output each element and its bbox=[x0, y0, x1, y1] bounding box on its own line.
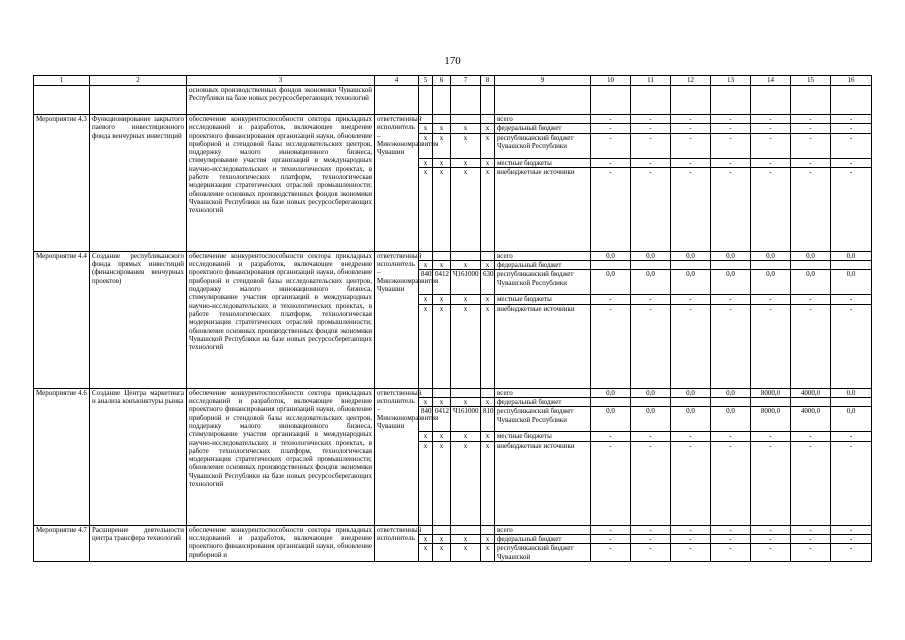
year-value: 0,0 bbox=[711, 270, 751, 295]
budget-code-cell: x bbox=[433, 133, 451, 158]
year-value bbox=[591, 261, 631, 270]
year-value: - bbox=[791, 544, 831, 562]
budget-code-cell: 810 bbox=[481, 407, 495, 432]
empty-cell bbox=[433, 86, 451, 115]
funding-source: федеральный бюджет bbox=[495, 261, 591, 270]
empty-cell bbox=[481, 86, 495, 115]
year-value: - bbox=[671, 115, 711, 124]
column-number: 13 bbox=[711, 76, 751, 86]
funding-source: всего bbox=[495, 388, 591, 397]
event-name: Создание республиканского фонда прямых инвестиций (финансирования венчурных проектов) bbox=[90, 251, 187, 388]
year-value: - bbox=[791, 441, 831, 525]
funding-source: внебюджетные источники bbox=[495, 304, 591, 388]
budget-code-cell: x bbox=[419, 133, 433, 158]
event-name: Функционирование закрытого паевого инвестиционного фонда венчурных инвестиций bbox=[90, 115, 187, 252]
year-value: - bbox=[591, 525, 631, 534]
year-value: - bbox=[751, 432, 791, 441]
column-number: 14 bbox=[751, 76, 791, 86]
budget-code-cell: x bbox=[481, 158, 495, 167]
budget-code-cell: x bbox=[433, 124, 451, 133]
year-value: - bbox=[711, 432, 751, 441]
goal-text: основных производственных фондов экономики Чувашской Республики на базе новых ресурсосберегающих технологий bbox=[187, 86, 375, 115]
year-value: - bbox=[711, 441, 751, 525]
year-value: 0,0 bbox=[591, 388, 631, 397]
funding-source: республиканский бюджет Чувашской bbox=[495, 544, 591, 562]
year-value: - bbox=[671, 304, 711, 388]
budget-code-cell: x bbox=[419, 534, 433, 543]
year-value: - bbox=[791, 432, 831, 441]
year-value: 0,0 bbox=[831, 407, 872, 432]
year-value: - bbox=[591, 115, 631, 124]
budget-code-cell: x bbox=[419, 295, 433, 304]
year-value: - bbox=[671, 124, 711, 133]
year-value: - bbox=[591, 432, 631, 441]
budget-code-cell bbox=[433, 388, 451, 397]
budget-code-cell: x bbox=[433, 441, 451, 525]
budget-code-cell: x bbox=[481, 398, 495, 407]
year-value: - bbox=[791, 304, 831, 388]
responsible: ответственный исполнитель – Минэкономразвития Чувашии bbox=[375, 251, 419, 388]
year-value bbox=[831, 261, 872, 270]
budget-code-cell: 0412 bbox=[433, 270, 451, 295]
year-value: 8000,0 bbox=[751, 407, 791, 432]
budget-code-cell: x bbox=[481, 167, 495, 251]
event-label: Мероприятие 4.7 bbox=[34, 525, 90, 562]
year-value: - bbox=[631, 124, 671, 133]
year-value: - bbox=[831, 432, 872, 441]
event-label-cell bbox=[34, 86, 90, 115]
budget-code-cell bbox=[451, 525, 481, 534]
responsible: ответственный исполнитель – Минэкономразвития Чувашии bbox=[375, 115, 419, 252]
budget-code-cell bbox=[481, 115, 495, 124]
year-value: - bbox=[671, 158, 711, 167]
year-value: - bbox=[831, 124, 872, 133]
budget-row bbox=[34, 388, 872, 397]
year-value: - bbox=[791, 158, 831, 167]
year-value: - bbox=[751, 525, 791, 534]
budget-code-cell: x bbox=[433, 398, 451, 407]
budget-code-cell: x bbox=[419, 261, 433, 270]
budget-code-cell: Ч161000 bbox=[451, 270, 481, 295]
funding-source: местные бюджеты bbox=[495, 432, 591, 441]
year-value: - bbox=[791, 534, 831, 543]
year-value: 0,0 bbox=[671, 251, 711, 260]
budget-code-cell: 840 bbox=[419, 270, 433, 295]
year-value: - bbox=[631, 295, 671, 304]
year-value: 0,0 bbox=[631, 388, 671, 397]
year-value: - bbox=[751, 124, 791, 133]
year-value: 0,0 bbox=[631, 407, 671, 432]
budget-code-cell: x bbox=[481, 304, 495, 388]
event-name-cell bbox=[90, 86, 187, 115]
empty-cell bbox=[831, 86, 872, 115]
year-value: - bbox=[631, 432, 671, 441]
year-value: - bbox=[791, 295, 831, 304]
budget-row bbox=[34, 251, 872, 260]
year-value: 0,0 bbox=[711, 388, 751, 397]
year-value: - bbox=[711, 167, 751, 251]
year-value bbox=[751, 261, 791, 270]
year-value bbox=[831, 398, 872, 407]
year-value: - bbox=[751, 544, 791, 562]
year-value bbox=[711, 398, 751, 407]
year-value: - bbox=[831, 544, 872, 562]
funding-source: федеральный бюджет bbox=[495, 398, 591, 407]
year-value: - bbox=[751, 534, 791, 543]
year-value: - bbox=[671, 441, 711, 525]
year-value: - bbox=[591, 124, 631, 133]
year-value: - bbox=[631, 133, 671, 158]
year-value: 4000,0 bbox=[791, 388, 831, 397]
column-number: 11 bbox=[631, 76, 671, 86]
year-value: 0,0 bbox=[751, 270, 791, 295]
program-table bbox=[33, 75, 872, 562]
column-number: 7 bbox=[451, 76, 481, 86]
empty-cell bbox=[419, 86, 433, 115]
column-number: 5 bbox=[419, 76, 433, 86]
budget-row bbox=[34, 525, 872, 534]
year-value: - bbox=[631, 158, 671, 167]
year-value: - bbox=[631, 304, 671, 388]
budget-code-cell bbox=[433, 115, 451, 124]
budget-code-cell: 630 bbox=[481, 270, 495, 295]
year-value: 0,0 bbox=[711, 251, 751, 260]
year-value: - bbox=[751, 295, 791, 304]
year-value: - bbox=[631, 441, 671, 525]
budget-code-cell: x bbox=[451, 261, 481, 270]
year-value: - bbox=[831, 167, 872, 251]
year-value: - bbox=[751, 304, 791, 388]
funding-source: всего bbox=[495, 115, 591, 124]
year-value: - bbox=[591, 544, 631, 562]
year-value: - bbox=[831, 441, 872, 525]
empty-cell bbox=[375, 86, 419, 115]
column-number: 15 bbox=[791, 76, 831, 86]
year-value: - bbox=[831, 158, 872, 167]
funding-source: республиканский бюджет Чувашской Республики bbox=[495, 270, 591, 295]
year-value bbox=[791, 261, 831, 270]
year-value: - bbox=[711, 133, 751, 158]
year-value: 0,0 bbox=[631, 270, 671, 295]
budget-code-cell: x bbox=[451, 133, 481, 158]
budget-code-cell bbox=[451, 388, 481, 397]
budget-code-cell: x bbox=[451, 398, 481, 407]
year-value: 0,0 bbox=[711, 407, 751, 432]
year-value: - bbox=[591, 167, 631, 251]
budget-code-cell: x bbox=[451, 544, 481, 562]
funding-source: федеральный бюджет bbox=[495, 534, 591, 543]
year-value bbox=[671, 398, 711, 407]
year-value: - bbox=[591, 441, 631, 525]
year-value: 0,0 bbox=[631, 251, 671, 260]
year-value: 0,0 bbox=[791, 251, 831, 260]
year-value bbox=[671, 261, 711, 270]
year-value: - bbox=[631, 544, 671, 562]
budget-code-cell bbox=[433, 251, 451, 260]
budget-code-cell: x bbox=[419, 167, 433, 251]
empty-cell bbox=[591, 86, 631, 115]
budget-code-cell: x bbox=[451, 432, 481, 441]
year-value: - bbox=[711, 115, 751, 124]
funding-source: местные бюджеты bbox=[495, 158, 591, 167]
budget-code-cell: x bbox=[481, 295, 495, 304]
year-value: - bbox=[831, 133, 872, 158]
funding-source: внебюджетные источники bbox=[495, 441, 591, 525]
empty-cell bbox=[495, 86, 591, 115]
year-value: - bbox=[711, 304, 751, 388]
year-value: - bbox=[591, 158, 631, 167]
budget-code-cell bbox=[451, 115, 481, 124]
year-value: - bbox=[791, 124, 831, 133]
year-value: - bbox=[711, 544, 751, 562]
empty-cell bbox=[791, 86, 831, 115]
year-value: 0,0 bbox=[791, 270, 831, 295]
budget-code-cell: x bbox=[481, 124, 495, 133]
year-value: 0,0 bbox=[751, 251, 791, 260]
empty-cell bbox=[451, 86, 481, 115]
budget-code-cell: x bbox=[481, 544, 495, 562]
budget-code-cell: x bbox=[481, 432, 495, 441]
empty-cell bbox=[631, 86, 671, 115]
budget-code-cell bbox=[481, 251, 495, 260]
column-number: 16 bbox=[831, 76, 872, 86]
year-value: - bbox=[831, 534, 872, 543]
column-number: 12 bbox=[671, 76, 711, 86]
budget-code-cell: x bbox=[433, 534, 451, 543]
event-label: Мероприятие 4.4 bbox=[34, 251, 90, 388]
year-value: 0,0 bbox=[591, 270, 631, 295]
year-value: - bbox=[671, 534, 711, 543]
funding-source: всего bbox=[495, 251, 591, 260]
year-value: - bbox=[751, 167, 791, 251]
year-value: - bbox=[751, 133, 791, 158]
year-value: - bbox=[751, 158, 791, 167]
column-number-row bbox=[34, 76, 872, 86]
year-value bbox=[791, 398, 831, 407]
budget-code-cell: x bbox=[419, 432, 433, 441]
year-value: - bbox=[831, 295, 872, 304]
responsible: ответственный исполнитель – Минэкономразвития Чувашии bbox=[375, 388, 419, 525]
year-value: - bbox=[831, 115, 872, 124]
budget-row bbox=[34, 115, 872, 124]
budget-code-cell: x bbox=[451, 534, 481, 543]
year-value: - bbox=[791, 525, 831, 534]
year-value: - bbox=[591, 133, 631, 158]
budget-code-cell: Ч161000 bbox=[451, 407, 481, 432]
column-number: 3 bbox=[187, 76, 375, 86]
year-value: - bbox=[591, 534, 631, 543]
year-value bbox=[751, 398, 791, 407]
year-value: - bbox=[631, 534, 671, 543]
year-value: - bbox=[631, 525, 671, 534]
budget-code-cell: x bbox=[419, 304, 433, 388]
year-value: 0,0 bbox=[671, 388, 711, 397]
budget-code-cell: x bbox=[419, 544, 433, 562]
budget-code-cell: x bbox=[433, 544, 451, 562]
funding-source: местные бюджеты bbox=[495, 295, 591, 304]
year-value: - bbox=[711, 124, 751, 133]
year-value bbox=[631, 261, 671, 270]
year-value bbox=[711, 261, 751, 270]
column-number: 9 bbox=[495, 76, 591, 86]
budget-code-cell: x bbox=[419, 441, 433, 525]
year-value: - bbox=[791, 167, 831, 251]
goal-text: обеспечение конкурентоспособности сектора прикладных исследований и разработок, включающее внедрение проектного финансирования организаций науки, обновление приборной и стендовой базы исследовательских центров, поддержку малого инновационного бизнеса, стимулирование участия организаций в международных научно-исследовательских и технологических проектах, в работе технологических платформ, технологическая модернизация стратегических отраслей промышленности; обновление основных производственных фондов экономики Чувашской Республики на базе новых ресурсосберегающих технологий bbox=[187, 251, 375, 388]
year-value: 0,0 bbox=[671, 270, 711, 295]
budget-code-cell bbox=[481, 525, 495, 534]
year-value: 4000,0 bbox=[791, 407, 831, 432]
funding-source: республиканский бюджет Чувашской Республики bbox=[495, 407, 591, 432]
year-value: - bbox=[751, 441, 791, 525]
funding-source: внебюджетные источники bbox=[495, 167, 591, 251]
empty-cell bbox=[671, 86, 711, 115]
budget-code-cell bbox=[481, 388, 495, 397]
budget-code-cell: x bbox=[433, 304, 451, 388]
year-value bbox=[631, 398, 671, 407]
column-number: 2 bbox=[90, 76, 187, 86]
budget-code-cell: x bbox=[481, 534, 495, 543]
budget-code-cell bbox=[433, 525, 451, 534]
year-value: - bbox=[751, 115, 791, 124]
budget-code-cell: x bbox=[451, 304, 481, 388]
budget-code-cell: x bbox=[433, 261, 451, 270]
budget-code-cell: 0412 bbox=[433, 407, 451, 432]
budget-code-cell: x bbox=[419, 124, 433, 133]
year-value: - bbox=[671, 167, 711, 251]
year-value: - bbox=[671, 544, 711, 562]
year-value: - bbox=[591, 295, 631, 304]
page-number: 170 bbox=[444, 55, 461, 67]
event-label: Мероприятие 4.3 bbox=[34, 115, 90, 252]
budget-code-cell: x bbox=[419, 158, 433, 167]
event-name: Расширение деятельности центра трансфера технологий bbox=[90, 525, 187, 562]
responsible: ответственный исполнитель bbox=[375, 525, 419, 562]
year-value: - bbox=[671, 295, 711, 304]
funding-source: республиканский бюджет Чувашской Республики bbox=[495, 133, 591, 158]
year-value: - bbox=[711, 525, 751, 534]
column-number: 8 bbox=[481, 76, 495, 86]
empty-cell bbox=[711, 86, 751, 115]
year-value: - bbox=[711, 295, 751, 304]
year-value: 0,0 bbox=[591, 407, 631, 432]
budget-code-cell: x bbox=[451, 158, 481, 167]
year-value: - bbox=[831, 525, 872, 534]
budget-code-cell: x bbox=[433, 167, 451, 251]
budget-code-cell bbox=[451, 251, 481, 260]
funding-source: федеральный бюджет bbox=[495, 124, 591, 133]
budget-code-cell: 840 bbox=[419, 407, 433, 432]
year-value: - bbox=[631, 115, 671, 124]
year-value: - bbox=[671, 432, 711, 441]
year-value: - bbox=[711, 534, 751, 543]
column-number: 10 bbox=[591, 76, 631, 86]
budget-code-cell: x bbox=[433, 295, 451, 304]
budget-code-cell: x bbox=[451, 124, 481, 133]
budget-code-cell: x bbox=[481, 441, 495, 525]
year-value: 0,0 bbox=[831, 388, 872, 397]
column-number: 6 bbox=[433, 76, 451, 86]
year-value: 0,0 bbox=[831, 270, 872, 295]
column-number: 4 bbox=[375, 76, 419, 86]
year-value: - bbox=[631, 167, 671, 251]
year-value: - bbox=[671, 133, 711, 158]
budget-code-cell: x bbox=[481, 261, 495, 270]
event-label: Мероприятие 4.6 bbox=[34, 388, 90, 525]
year-value: - bbox=[711, 158, 751, 167]
budget-code-cell: x bbox=[433, 158, 451, 167]
year-value: - bbox=[591, 304, 631, 388]
column-number: 1 bbox=[34, 76, 90, 86]
funding-source: всего bbox=[495, 525, 591, 534]
budget-code-cell: x bbox=[451, 441, 481, 525]
year-value: 0,0 bbox=[591, 251, 631, 260]
year-value: 8000,0 bbox=[751, 388, 791, 397]
goal-text: обеспечение конкурентоспособности сектора прикладных исследований и разработок, включающее внедрение проектного финансирования организаций науки, обновление приборной и стендовой базы исследовательских центров, поддержку малого инновационного бизнеса, стимулирование участия организаций в международных научно-исследовательских и технологических проектах, в работе технологических платформ, технологическая модернизация стратегических отраслей промышленности; обновление основных производственных фондов экономики Чувашской Республики на базе новых ресурсосберегающих технологий bbox=[187, 115, 375, 252]
year-value: 0,0 bbox=[831, 251, 872, 260]
budget-code-cell: x bbox=[451, 295, 481, 304]
budget-code-cell: x bbox=[419, 398, 433, 407]
budget-code-cell: x bbox=[451, 167, 481, 251]
continuation-row bbox=[34, 86, 872, 115]
year-value: - bbox=[831, 304, 872, 388]
year-value: - bbox=[671, 525, 711, 534]
year-value bbox=[591, 398, 631, 407]
year-value: - bbox=[791, 133, 831, 158]
budget-code-cell: x bbox=[433, 432, 451, 441]
year-value: 0,0 bbox=[671, 407, 711, 432]
goal-text: обеспечение конкурентоспособности сектора прикладных исследований и разработок, включающее внедрение проектного финансирования организаций науки, обновление приборной и bbox=[187, 525, 375, 562]
event-name: Создание Центра маркетинга и анализа конъюнктуры рынка bbox=[90, 388, 187, 525]
goal-text: обеспечение конкурентоспособности сектора прикладных исследований и разработок, включающее внедрение проектного финансирования организаций науки, обновление приборной и стендовой базы исследовательских центров, поддержку малого инновационного бизнеса, стимулирование участия организаций в международных научно-исследовательских и технологических проектах, в работе технологических платформ, технологическая модернизация стратегических отраслей промышленности; обновление основных производственных фондов экономики Чувашской Республики на базе новых ресурсосберегающих технологий bbox=[187, 388, 375, 525]
budget-code-cell: x bbox=[481, 133, 495, 158]
empty-cell bbox=[751, 86, 791, 115]
year-value: - bbox=[791, 115, 831, 124]
